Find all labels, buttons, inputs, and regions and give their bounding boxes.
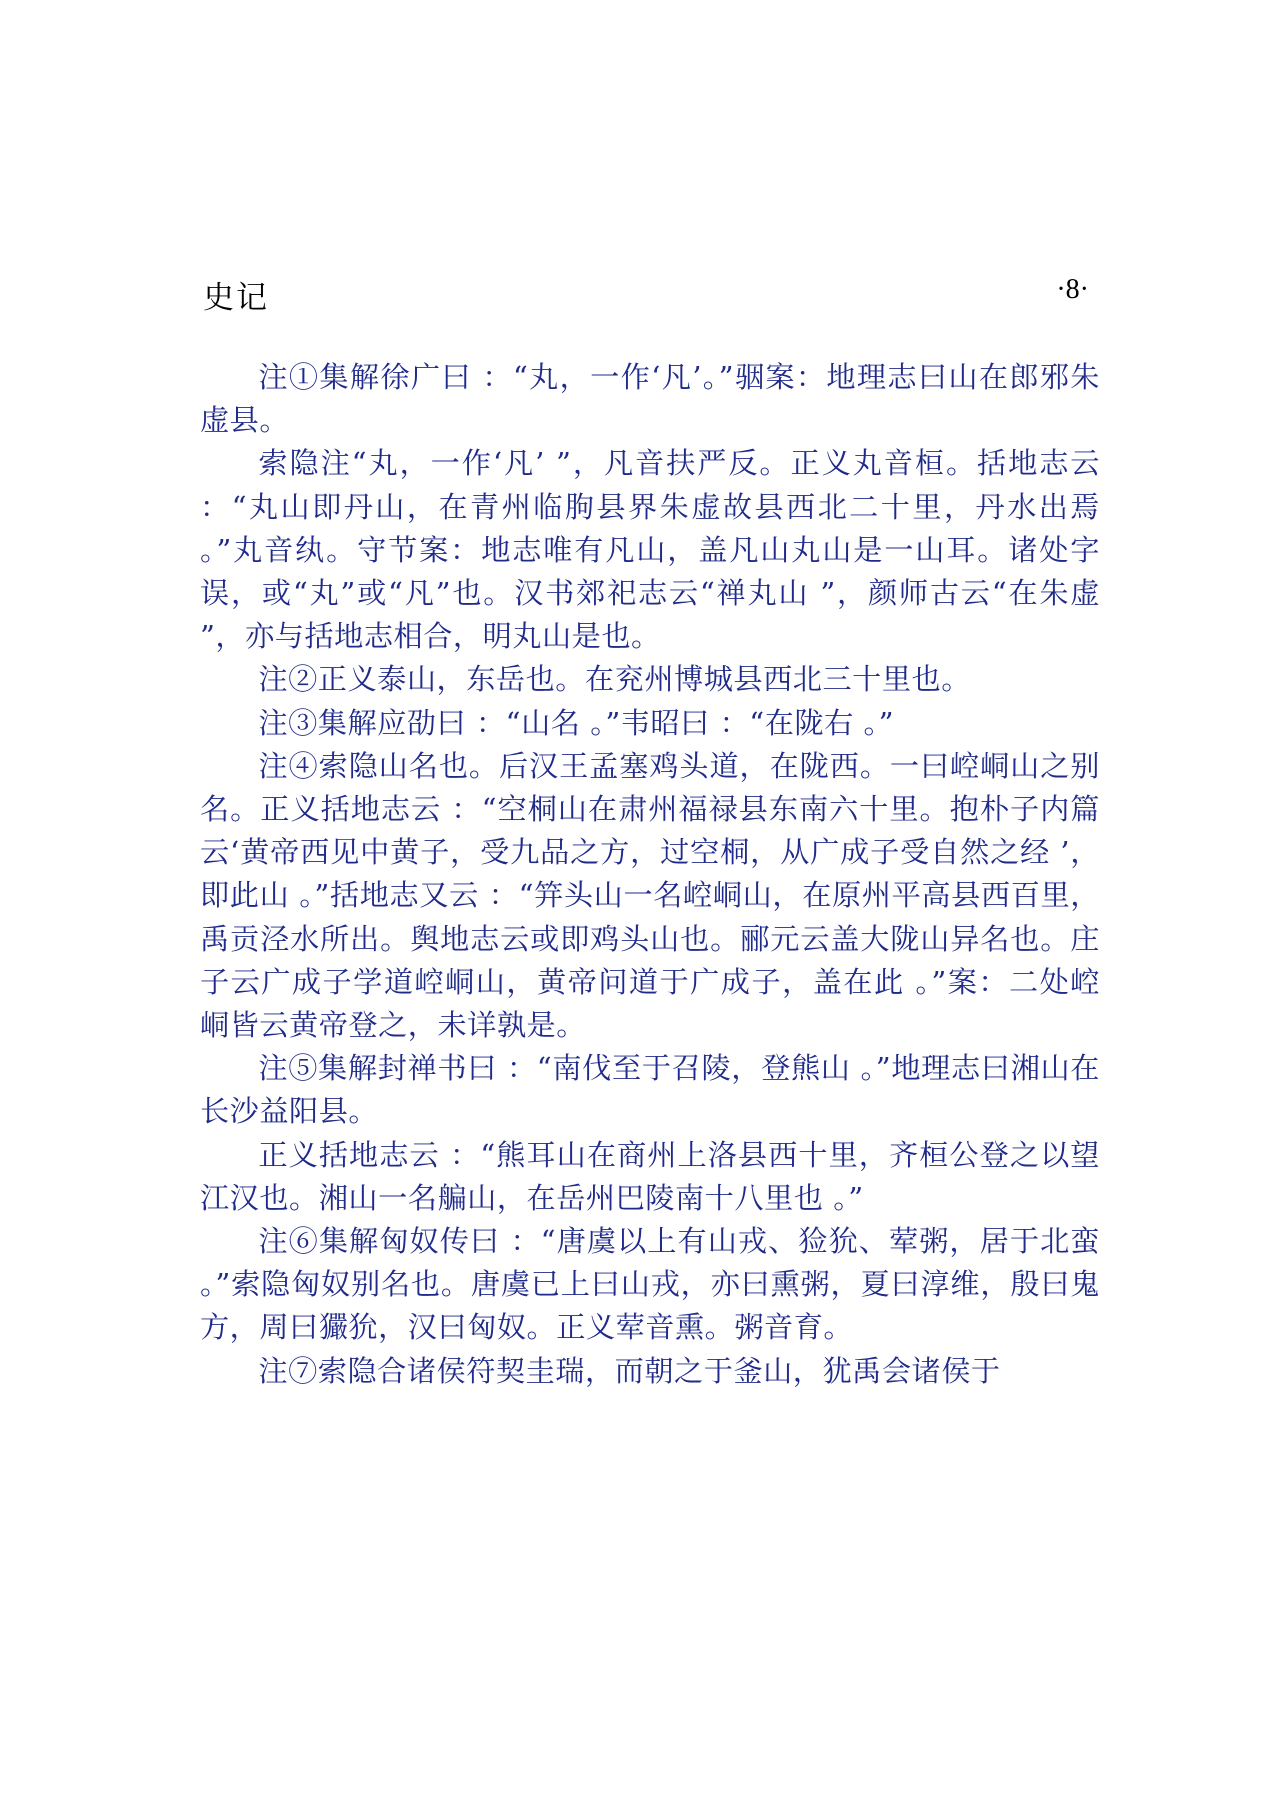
note-paragraph-9: 注⑦索隐合诸侯符契圭瑞，而朝之于釜山，犹禹会诸侯于 bbox=[258, 1353, 1001, 1388]
note-paragraph-4: 注③集解应劭曰 ：“山名 。”韦昭曰 ：“在陇右 。” bbox=[258, 705, 895, 740]
note-paragraph-7: 正义括地志云 ：“熊耳山在商州上洛县西十里，齐桓公登之以望江汉也。湘山一名艑山，在岳州巴陵南十八里也 。” bbox=[200, 1137, 1100, 1215]
note-paragraph-2: 索隐注“丸，一作‘凡’ ”，凡音扶严反。正义丸音桓。括地志云 ：“丸山即丹山，在青州临朐县界朱虚故县西北二十里，丹水出焉 。”丸音纨。守节案：地志唯有凡山，盖凡山丸山是一山耳。诸处字误，或“丸”或“凡”也。汉书郊祀志云“禅丸山 ”，颜师古云“在朱虚 ”，亦与括地志相合，明丸山是也。 bbox=[200, 446, 1100, 654]
note-paragraph-1: 注①集解徐广曰 ：“丸，一作‘凡’。”骃案：地理志曰山在郎邪朱虚县。 bbox=[200, 360, 1100, 438]
page-number: ·8· bbox=[1056, 274, 1089, 305]
page-header bbox=[203, 272, 1089, 316]
book-title: 史记 bbox=[203, 280, 269, 316]
note-paragraph-5: 注④索隐山名也。后汉王孟塞鸡头道，在陇西。一曰崆峒山之别名。正义括地志云 ：“空桐山在肃州福禄县东南六十里。抱朴子内篇云‘黄帝西见中黄子，受九品之方，过空桐，从广成子受自然之经 ’，即此山 。”括地志又云 ：“笄头山一名崆峒山，在原州平高县西百里，禹贡泾水所出。舆地志云或即鸡头山也。郦元云盖大陇山异名也。庄子云广成子学道崆峒山，黄帝问道于广成子，盖在此 。”案：二处崆峒皆云黄帝登之，未详孰是。 bbox=[200, 748, 1100, 1043]
note-paragraph-8: 注⑥集解匈奴传曰 ：“唐虞以上有山戎、猃狁、荤粥，居于北蛮 。”索隐匈奴别名也。唐虞已上曰山戎，亦曰熏粥，夏曰淳维，殷曰鬼方，周曰玁狁，汉曰匈奴。正义荤音熏。粥音育。 bbox=[200, 1224, 1100, 1345]
note-paragraph-6: 注⑤集解封禅书曰 ：“南伐至于召陵，登熊山 。”地理志曰湘山在长沙益阳县。 bbox=[200, 1051, 1100, 1129]
annotation-text bbox=[200, 356, 1100, 1393]
note-paragraph-3: 注②正义泰山，东岳也。在兖州博城县西北三十里也。 bbox=[258, 662, 971, 697]
